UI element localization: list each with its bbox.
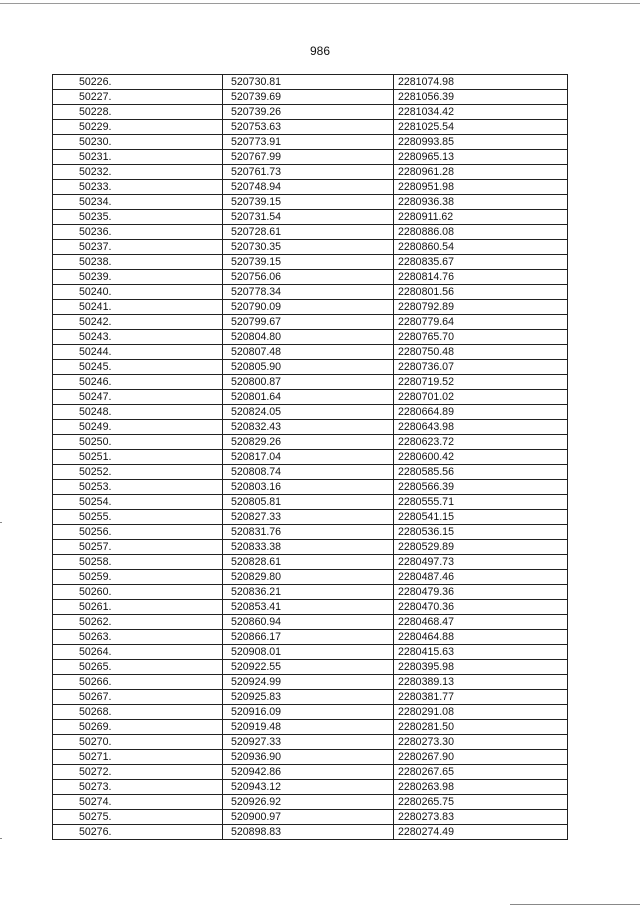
- table-row: [53, 675, 568, 690]
- point-number-cell: 50253.: [53, 480, 223, 495]
- easting-cell: 520831.76: [223, 525, 394, 540]
- point-number-cell: 50236.: [53, 225, 223, 240]
- table-row: [53, 825, 568, 840]
- point-number-cell: 50263.: [53, 630, 223, 645]
- easting-cell: 520943.12: [223, 780, 394, 795]
- easting-cell: 520925.83: [223, 690, 394, 705]
- easting-cell: 520801.64: [223, 390, 394, 405]
- top-rule: [0, 3, 640, 4]
- table-row: [53, 150, 568, 165]
- point-number-cell: 50247.: [53, 390, 223, 405]
- point-number-cell: 50258.: [53, 555, 223, 570]
- northing-cell: 2280936.38: [394, 195, 568, 210]
- easting-cell: 520936.90: [223, 750, 394, 765]
- point-number-cell: 50234.: [53, 195, 223, 210]
- easting-cell: 520778.34: [223, 285, 394, 300]
- easting-cell: 520739.15: [223, 195, 394, 210]
- northing-cell: 2281034.42: [394, 105, 568, 120]
- easting-cell: 520800.87: [223, 375, 394, 390]
- easting-cell: 520739.69: [223, 90, 394, 105]
- table-row: [53, 180, 568, 195]
- point-number-cell: 50254.: [53, 495, 223, 510]
- northing-cell: 2280719.52: [394, 375, 568, 390]
- easting-cell: 520728.61: [223, 225, 394, 240]
- point-number-cell: 50228.: [53, 105, 223, 120]
- easting-cell: 520919.48: [223, 720, 394, 735]
- table-row: [53, 525, 568, 540]
- table-row: [53, 780, 568, 795]
- point-number-cell: 50227.: [53, 90, 223, 105]
- table-row: [53, 795, 568, 810]
- easting-cell: 520827.33: [223, 510, 394, 525]
- point-number-cell: 50237.: [53, 240, 223, 255]
- table-row: [53, 645, 568, 660]
- table-row: [53, 360, 568, 375]
- table-row: [53, 705, 568, 720]
- easting-cell: 520817.04: [223, 450, 394, 465]
- easting-cell: 520761.73: [223, 165, 394, 180]
- table-row: [53, 390, 568, 405]
- point-number-cell: 50230.: [53, 135, 223, 150]
- northing-cell: 2280566.39: [394, 480, 568, 495]
- northing-cell: 2280765.70: [394, 330, 568, 345]
- table-row: [53, 765, 568, 780]
- easting-cell: 520790.09: [223, 300, 394, 315]
- point-number-cell: 50231.: [53, 150, 223, 165]
- point-number-cell: 50256.: [53, 525, 223, 540]
- point-number-cell: 50240.: [53, 285, 223, 300]
- northing-cell: 2280961.28: [394, 165, 568, 180]
- northing-cell: 2280835.67: [394, 255, 568, 270]
- northing-cell: 2280886.08: [394, 225, 568, 240]
- northing-cell: 2280911.62: [394, 210, 568, 225]
- point-number-cell: 50251.: [53, 450, 223, 465]
- coordinates-table-body: [53, 75, 568, 840]
- easting-cell: 520836.21: [223, 585, 394, 600]
- easting-cell: 520942.86: [223, 765, 394, 780]
- easting-cell: 520767.99: [223, 150, 394, 165]
- table-row: [53, 465, 568, 480]
- coordinates-table: [52, 74, 568, 840]
- table-row: [53, 240, 568, 255]
- northing-cell: 2280965.13: [394, 150, 568, 165]
- point-number-cell: 50243.: [53, 330, 223, 345]
- easting-cell: 520730.81: [223, 75, 394, 90]
- page-number: 986: [309, 44, 331, 58]
- table-row: [53, 75, 568, 90]
- point-number-cell: 50267.: [53, 690, 223, 705]
- northing-cell: 2280555.71: [394, 495, 568, 510]
- northing-cell: 2280600.42: [394, 450, 568, 465]
- point-number-cell: 50252.: [53, 465, 223, 480]
- point-number-cell: 50270.: [53, 735, 223, 750]
- easting-cell: 520731.54: [223, 210, 394, 225]
- point-number-cell: 50257.: [53, 540, 223, 555]
- table-row: [53, 510, 568, 525]
- easting-cell: 520805.81: [223, 495, 394, 510]
- table-row: [53, 420, 568, 435]
- northing-cell: 2280470.36: [394, 600, 568, 615]
- easting-cell: 520824.05: [223, 405, 394, 420]
- table-row: [53, 750, 568, 765]
- northing-cell: 2280814.76: [394, 270, 568, 285]
- table-row: [53, 345, 568, 360]
- northing-cell: 2280281.50: [394, 720, 568, 735]
- table-row: [53, 585, 568, 600]
- table-row: [53, 555, 568, 570]
- table-row: [53, 195, 568, 210]
- northing-cell: 2280395.98: [394, 660, 568, 675]
- northing-cell: 2281056.39: [394, 90, 568, 105]
- point-number-cell: 50255.: [53, 510, 223, 525]
- easting-cell: 520927.33: [223, 735, 394, 750]
- table-row: [53, 90, 568, 105]
- table-row: [53, 630, 568, 645]
- table-row: [53, 255, 568, 270]
- point-number-cell: 50260.: [53, 585, 223, 600]
- northing-cell: 2280779.64: [394, 315, 568, 330]
- point-number-cell: 50241.: [53, 300, 223, 315]
- table-row: [53, 315, 568, 330]
- point-number-cell: 50262.: [53, 615, 223, 630]
- table-row: [53, 435, 568, 450]
- point-number-cell: 50226.: [53, 75, 223, 90]
- table-row: [53, 135, 568, 150]
- easting-cell: 520773.91: [223, 135, 394, 150]
- northing-cell: 2280273.83: [394, 810, 568, 825]
- northing-cell: 2280792.89: [394, 300, 568, 315]
- northing-cell: 2280643.98: [394, 420, 568, 435]
- point-number-cell: 50259.: [53, 570, 223, 585]
- northing-cell: 2281074.98: [394, 75, 568, 90]
- northing-cell: 2281025.54: [394, 120, 568, 135]
- northing-cell: 2280951.98: [394, 180, 568, 195]
- easting-cell: 520898.83: [223, 825, 394, 840]
- table-row: [53, 300, 568, 315]
- point-number-cell: 50276.: [53, 825, 223, 840]
- easting-cell: 520739.26: [223, 105, 394, 120]
- northing-cell: 2280701.02: [394, 390, 568, 405]
- easting-cell: 520908.01: [223, 645, 394, 660]
- easting-cell: 520900.97: [223, 810, 394, 825]
- easting-cell: 520828.61: [223, 555, 394, 570]
- point-number-cell: 50244.: [53, 345, 223, 360]
- point-number-cell: 50265.: [53, 660, 223, 675]
- northing-cell: 2280464.88: [394, 630, 568, 645]
- easting-cell: 520808.74: [223, 465, 394, 480]
- table-row: [53, 210, 568, 225]
- point-number-cell: 50271.: [53, 750, 223, 765]
- northing-cell: 2280273.30: [394, 735, 568, 750]
- point-number-cell: 50269.: [53, 720, 223, 735]
- northing-cell: 2280381.77: [394, 690, 568, 705]
- easting-cell: 520924.99: [223, 675, 394, 690]
- table-row: [53, 270, 568, 285]
- table-row: [53, 450, 568, 465]
- northing-cell: 2280801.56: [394, 285, 568, 300]
- point-number-cell: 50249.: [53, 420, 223, 435]
- table-row: [53, 285, 568, 300]
- northing-cell: 2280265.75: [394, 795, 568, 810]
- easting-cell: 520866.17: [223, 630, 394, 645]
- table-row: [53, 570, 568, 585]
- northing-cell: 2280529.89: [394, 540, 568, 555]
- table-row: [53, 720, 568, 735]
- table-row: [53, 105, 568, 120]
- easting-cell: 520756.06: [223, 270, 394, 285]
- easting-cell: 520829.80: [223, 570, 394, 585]
- easting-cell: 520799.67: [223, 315, 394, 330]
- northing-cell: 2280263.98: [394, 780, 568, 795]
- northing-cell: 2280468.47: [394, 615, 568, 630]
- table-row: [53, 735, 568, 750]
- table-row: [53, 120, 568, 135]
- table-row: [53, 600, 568, 615]
- table-row: [53, 480, 568, 495]
- point-number-cell: 50233.: [53, 180, 223, 195]
- northing-cell: 2280497.73: [394, 555, 568, 570]
- point-number-cell: 50264.: [53, 645, 223, 660]
- easting-cell: 520829.26: [223, 435, 394, 450]
- point-number-cell: 50274.: [53, 795, 223, 810]
- easting-cell: 520807.48: [223, 345, 394, 360]
- point-number-cell: 50232.: [53, 165, 223, 180]
- table-row: [53, 495, 568, 510]
- easting-cell: 520805.90: [223, 360, 394, 375]
- northing-cell: 2280267.90: [394, 750, 568, 765]
- northing-cell: 2280267.65: [394, 765, 568, 780]
- easting-cell: 520804.80: [223, 330, 394, 345]
- point-number-cell: 50275.: [53, 810, 223, 825]
- table-row: [53, 165, 568, 180]
- easting-cell: 520748.94: [223, 180, 394, 195]
- northing-cell: 2280415.63: [394, 645, 568, 660]
- point-number-cell: 50272.: [53, 765, 223, 780]
- point-number-cell: 50235.: [53, 210, 223, 225]
- table-row: [53, 660, 568, 675]
- point-number-cell: 50246.: [53, 375, 223, 390]
- northing-cell: 2280487.46: [394, 570, 568, 585]
- easting-cell: 520860.94: [223, 615, 394, 630]
- northing-cell: 2280623.72: [394, 435, 568, 450]
- easting-cell: 520922.55: [223, 660, 394, 675]
- easting-cell: 520803.16: [223, 480, 394, 495]
- point-number-cell: 50250.: [53, 435, 223, 450]
- table-row: [53, 225, 568, 240]
- point-number-cell: 50273.: [53, 780, 223, 795]
- point-number-cell: 50229.: [53, 120, 223, 135]
- table-row: [53, 540, 568, 555]
- northing-cell: 2280536.15: [394, 525, 568, 540]
- easting-cell: 520853.41: [223, 600, 394, 615]
- northing-cell: 2280541.15: [394, 510, 568, 525]
- easting-cell: 520926.92: [223, 795, 394, 810]
- point-number-cell: 50242.: [53, 315, 223, 330]
- easting-cell: 520916.09: [223, 705, 394, 720]
- point-number-cell: 50268.: [53, 705, 223, 720]
- point-number-cell: 50261.: [53, 600, 223, 615]
- northing-cell: 2280274.49: [394, 825, 568, 840]
- table-row: [53, 330, 568, 345]
- easting-cell: 520730.35: [223, 240, 394, 255]
- northing-cell: 2280993.85: [394, 135, 568, 150]
- northing-cell: 2280479.36: [394, 585, 568, 600]
- point-number-cell: 50238.: [53, 255, 223, 270]
- easting-cell: 520753.63: [223, 120, 394, 135]
- northing-cell: 2280664.89: [394, 405, 568, 420]
- northing-cell: 2280585.56: [394, 465, 568, 480]
- northing-cell: 2280291.08: [394, 705, 568, 720]
- scan-margin-mark: [0, 522, 2, 523]
- table-row: [53, 615, 568, 630]
- scan-margin-mark: [0, 838, 2, 839]
- northing-cell: 2280736.07: [394, 360, 568, 375]
- point-number-cell: 50245.: [53, 360, 223, 375]
- easting-cell: 520832.43: [223, 420, 394, 435]
- northing-cell: 2280860.54: [394, 240, 568, 255]
- easting-cell: 520739.15: [223, 255, 394, 270]
- point-number-cell: 50248.: [53, 405, 223, 420]
- table-row: [53, 405, 568, 420]
- table-row: [53, 810, 568, 825]
- northing-cell: 2280389.13: [394, 675, 568, 690]
- point-number-cell: 50239.: [53, 270, 223, 285]
- table-row: [53, 375, 568, 390]
- point-number-cell: 50266.: [53, 675, 223, 690]
- easting-cell: 520833.38: [223, 540, 394, 555]
- northing-cell: 2280750.48: [394, 345, 568, 360]
- table-row: [53, 690, 568, 705]
